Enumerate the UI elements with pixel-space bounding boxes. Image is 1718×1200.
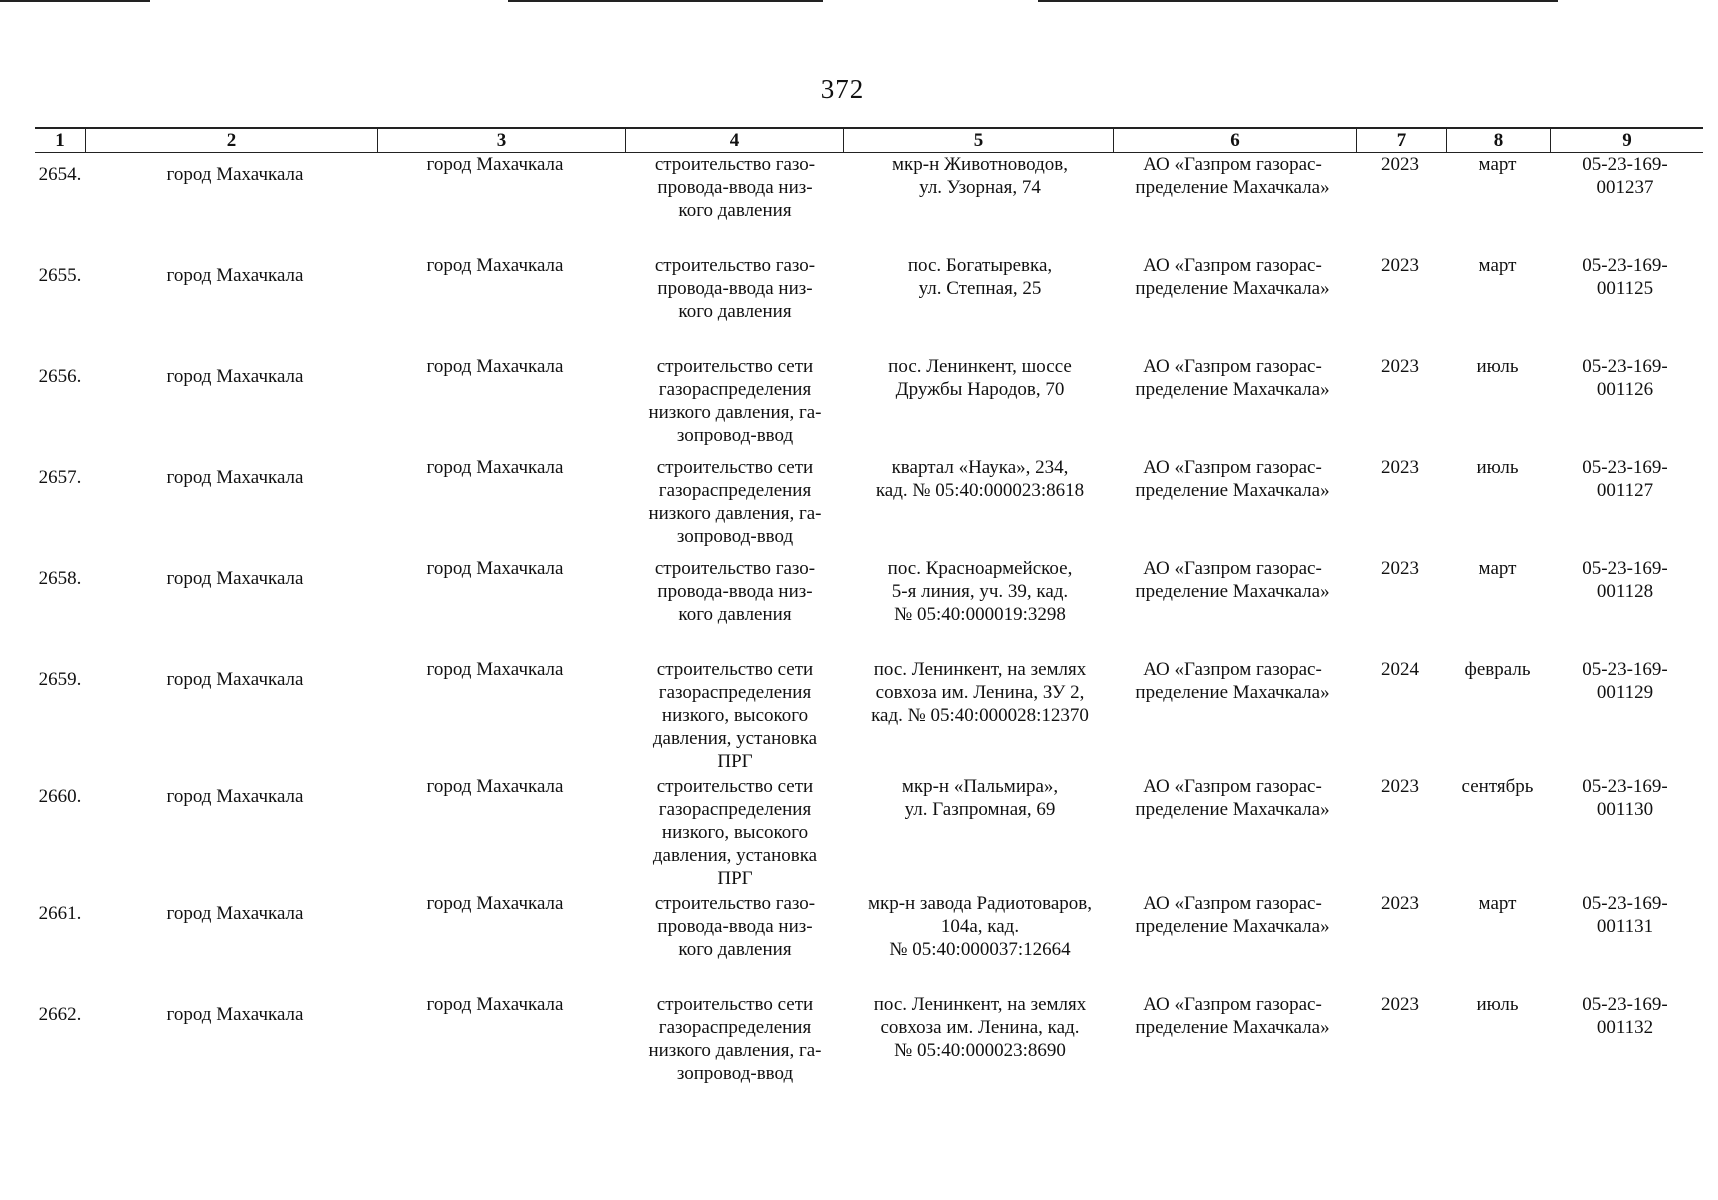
region-cell: город Махачкала (166, 786, 304, 807)
organization-cell-line: АО «Газпром газорас- (1143, 154, 1322, 175)
organization-cell-line: пределение Махачкала» (1135, 916, 1330, 937)
code-cell-line: 05-23-169- (1582, 893, 1668, 914)
organization-cell-line: пределение Махачкала» (1135, 278, 1330, 299)
column-header-2: 2 (85, 129, 377, 153)
row-number: 2659. (38, 669, 82, 690)
column-header-6: 6 (1113, 129, 1356, 153)
row-number: 2655. (38, 265, 82, 286)
address-cell-line: пос. Ленинкент, на землях (873, 994, 1087, 1015)
settlement-cell: город Махачкала (426, 457, 564, 478)
address-cell-line: ул. Газпромная, 69 (904, 799, 1056, 820)
address-cell-line: кад. № 05:40:000028:12370 (871, 705, 1089, 726)
code-cell-line: 001127 (1596, 480, 1654, 501)
region-cell: город Махачкала (166, 164, 304, 185)
month-cell: сентябрь (1461, 776, 1534, 797)
top-rule-right (1038, 0, 1558, 2)
month-cell: март (1478, 558, 1517, 579)
region-cell: город Махачкала (166, 669, 304, 690)
organization-cell-line: пределение Махачкала» (1135, 581, 1330, 602)
work-type-cell-line: строительство газо- (654, 893, 816, 914)
work-type-cell (625, 456, 845, 548)
region-cell: город Махачкала (166, 265, 304, 286)
work-type-cell (625, 775, 845, 890)
code-cell-line: 001125 (1596, 278, 1654, 299)
work-type-cell-line: низкого давления, га- (648, 503, 822, 524)
work-type-cell (625, 355, 845, 447)
address-cell-line: пос. Красноармейское, (887, 558, 1073, 579)
year-cell: 2023 (1381, 255, 1419, 276)
address-cell-line: пос. Ленинкент, на землях (873, 659, 1087, 680)
row-number: 2658. (38, 568, 82, 589)
address-cell-line: № 05:40:000023:8690 (894, 1040, 1066, 1061)
work-type-cell-line: кого давления (678, 939, 792, 960)
address-cell-line: пос. Богатыревка, (907, 255, 1053, 276)
code-cell-line: 001126 (1596, 379, 1654, 400)
row-number: 2660. (38, 786, 82, 807)
row-number: 2654. (38, 164, 82, 185)
code-cell-line: 001132 (1596, 1017, 1654, 1038)
work-type-cell-line: низкого, высокого (661, 705, 809, 726)
organization-cell (1110, 355, 1355, 401)
address-cell-line: совхоза им. Ленина, ЗУ 2, (875, 682, 1085, 703)
column-header-8: 8 (1446, 129, 1550, 153)
code-cell-line: 001131 (1596, 916, 1654, 937)
row-number: 2662. (38, 1004, 82, 1025)
organization-cell-line: АО «Газпром газорас- (1143, 255, 1322, 276)
month-cell: февраль (1464, 659, 1531, 680)
address-cell-line: мкр-н завода Радиотоваров, (867, 893, 1093, 914)
address-cell-line: ул. Степная, 25 (918, 278, 1042, 299)
organization-cell (1110, 456, 1355, 502)
settlement-cell: город Махачкала (426, 558, 564, 579)
code-cell (1550, 993, 1700, 1039)
organization-cell-line: пределение Махачкала» (1135, 682, 1330, 703)
work-type-cell-line: газораспределения (658, 1017, 812, 1038)
organization-cell (1110, 153, 1355, 199)
address-cell-line: 104а, кад. (940, 916, 1020, 937)
month-cell: июль (1476, 457, 1519, 478)
code-cell (1550, 153, 1700, 199)
code-cell-line: 05-23-169- (1582, 154, 1668, 175)
year-cell: 2024 (1381, 659, 1419, 680)
organization-cell-line: АО «Газпром газорас- (1143, 659, 1322, 680)
work-type-cell (625, 658, 845, 773)
work-type-cell-line: зопровод-ввод (676, 526, 794, 547)
code-cell-line: 05-23-169- (1582, 356, 1668, 377)
code-cell-line: 001130 (1596, 799, 1654, 820)
code-cell (1550, 892, 1700, 938)
address-cell-line: пос. Ленинкент, шоссе (888, 356, 1072, 377)
organization-cell-line: АО «Газпром газорас- (1143, 356, 1322, 377)
address-cell-line: ул. Узорная, 74 (919, 177, 1041, 198)
organization-cell-line: пределение Махачкала» (1135, 480, 1330, 501)
month-cell: март (1478, 255, 1517, 276)
column-header-4: 4 (625, 129, 843, 153)
organization-cell-line: пределение Махачкала» (1135, 1017, 1330, 1038)
work-type-cell-line: газораспределения (658, 480, 812, 501)
organization-cell (1110, 892, 1355, 938)
column-header-1: 1 (55, 130, 65, 151)
address-cell (845, 355, 1115, 401)
row-number: 2656. (38, 366, 82, 387)
page-number: 372 (820, 74, 865, 104)
work-type-cell-line: строительство газо- (654, 255, 816, 276)
code-cell (1550, 254, 1700, 300)
work-type-cell-line: низкого давления, га- (648, 1040, 822, 1061)
address-cell (845, 993, 1115, 1062)
year-cell: 2023 (1381, 776, 1419, 797)
month-cell: июль (1476, 994, 1519, 1015)
work-type-cell-line: газораспределения (658, 799, 812, 820)
organization-cell (1110, 254, 1355, 300)
month-cell: июль (1476, 356, 1519, 377)
address-cell (845, 557, 1115, 626)
settlement-cell: город Махачкала (426, 659, 564, 680)
organization-cell (1110, 658, 1355, 704)
settlement-cell: город Махачкала (426, 893, 564, 914)
region-cell: город Махачкала (166, 366, 304, 387)
work-type-cell-line: строительство сети (656, 994, 814, 1015)
work-type-cell-line: зопровод-ввод (676, 1063, 794, 1084)
region-cell: город Махачкала (166, 1004, 304, 1025)
settlement-cell: город Махачкала (426, 255, 564, 276)
work-type-cell-line: кого давления (678, 604, 792, 625)
organization-cell-line: АО «Газпром газорас- (1143, 994, 1322, 1015)
organization-cell-line: АО «Газпром газорас- (1143, 558, 1322, 579)
organization-cell (1110, 993, 1355, 1039)
address-cell (845, 892, 1115, 961)
settlement-cell: город Махачкала (426, 994, 564, 1015)
work-type-cell-line: низкого давления, га- (648, 402, 822, 423)
code-cell-line: 001128 (1596, 581, 1654, 602)
organization-cell-line: АО «Газпром газорас- (1143, 457, 1322, 478)
work-type-cell-line: газораспределения (658, 379, 812, 400)
column-header-7: 7 (1356, 129, 1446, 153)
year-cell: 2023 (1381, 154, 1419, 175)
code-cell-line: 001129 (1596, 682, 1654, 703)
work-type-cell-line: провода-ввода низ- (657, 278, 813, 299)
top-rule-left (0, 0, 150, 2)
organization-cell-line: пределение Махачкала» (1135, 379, 1330, 400)
address-cell (845, 254, 1115, 300)
year-cell: 2023 (1381, 893, 1419, 914)
address-cell-line: совхоза им. Ленина, кад. (880, 1017, 1080, 1038)
work-type-cell-line: кого давления (678, 200, 792, 221)
code-cell-line: 05-23-169- (1582, 994, 1668, 1015)
region-cell: город Махачкала (166, 467, 304, 488)
address-cell-line: квартал «Наука», 234, (891, 457, 1069, 478)
organization-cell-line: АО «Газпром газорас- (1143, 776, 1322, 797)
year-cell: 2023 (1381, 994, 1419, 1015)
address-cell-line: мкр-н «Пальмира», (901, 776, 1059, 797)
work-type-cell-line: строительство сети (656, 356, 814, 377)
organization-cell-line: пределение Махачкала» (1135, 177, 1330, 198)
settlement-cell: город Махачкала (426, 776, 564, 797)
address-cell (845, 456, 1115, 502)
address-cell-line: мкр-н Животноводов, (892, 154, 1068, 175)
work-type-cell-line: строительство сети (656, 776, 814, 797)
address-cell-line: 5-я линия, уч. 39, кад. (891, 581, 1069, 602)
column-header-9: 9 (1550, 129, 1703, 153)
work-type-cell-line: ПРГ (717, 868, 753, 889)
code-cell (1550, 775, 1700, 821)
table-header (35, 127, 1703, 153)
code-cell-line: 05-23-169- (1582, 659, 1668, 680)
address-cell-line: № 05:40:000019:3298 (894, 604, 1066, 625)
work-type-cell (625, 557, 845, 626)
work-type-cell-line: строительство сети (656, 659, 814, 680)
work-type-cell-line: низкого, высокого (661, 822, 809, 843)
code-cell-line: 05-23-169- (1582, 558, 1668, 579)
work-type-cell-line: провода-ввода низ- (657, 581, 813, 602)
code-cell-line: 001237 (1596, 177, 1654, 198)
settlement-cell: город Махачкала (426, 356, 564, 377)
work-type-cell-line: ПРГ (717, 751, 753, 772)
column-header-5: 5 (843, 129, 1113, 153)
code-cell-line: 05-23-169- (1582, 255, 1668, 276)
year-cell: 2023 (1381, 457, 1419, 478)
month-cell: март (1478, 893, 1517, 914)
settlement-cell: город Махачкала (426, 154, 564, 175)
code-cell (1550, 355, 1700, 401)
work-type-cell-line: давления, установка (652, 845, 818, 866)
organization-cell (1110, 557, 1355, 603)
organization-cell-line: АО «Газпром газорас- (1143, 893, 1322, 914)
work-type-cell-line: зопровод-ввод (676, 425, 794, 446)
work-type-cell (625, 892, 845, 961)
work-type-cell-line: строительство газо- (654, 154, 816, 175)
column-header-3: 3 (377, 129, 625, 153)
address-cell-line: кад. № 05:40:000023:8618 (875, 480, 1085, 501)
address-cell (845, 153, 1115, 199)
row-number: 2661. (38, 903, 82, 924)
work-type-cell (625, 153, 845, 222)
code-cell-line: 05-23-169- (1582, 776, 1668, 797)
address-cell (845, 658, 1115, 727)
month-cell: март (1478, 154, 1517, 175)
work-type-cell (625, 254, 845, 323)
work-type-cell (625, 993, 845, 1085)
year-cell: 2023 (1381, 558, 1419, 579)
work-type-cell-line: газораспределения (658, 682, 812, 703)
work-type-cell-line: строительство газо- (654, 558, 816, 579)
top-rule-center (508, 0, 823, 2)
address-cell-line: № 05:40:000037:12664 (889, 939, 1071, 960)
code-cell (1550, 658, 1700, 704)
code-cell (1550, 557, 1700, 603)
row-number: 2657. (38, 467, 82, 488)
work-type-cell-line: давления, установка (652, 728, 818, 749)
code-cell-line: 05-23-169- (1582, 457, 1668, 478)
year-cell: 2023 (1381, 356, 1419, 377)
region-cell: город Махачкала (166, 903, 304, 924)
organization-cell (1110, 775, 1355, 821)
work-type-cell-line: провода-ввода низ- (657, 177, 813, 198)
address-cell-line: Дружбы Народов, 70 (895, 379, 1065, 400)
work-type-cell-line: строительство сети (656, 457, 814, 478)
work-type-cell-line: провода-ввода низ- (657, 916, 813, 937)
region-cell: город Махачкала (166, 568, 304, 589)
address-cell (845, 775, 1115, 821)
organization-cell-line: пределение Махачкала» (1135, 799, 1330, 820)
work-type-cell-line: кого давления (678, 301, 792, 322)
code-cell (1550, 456, 1700, 502)
